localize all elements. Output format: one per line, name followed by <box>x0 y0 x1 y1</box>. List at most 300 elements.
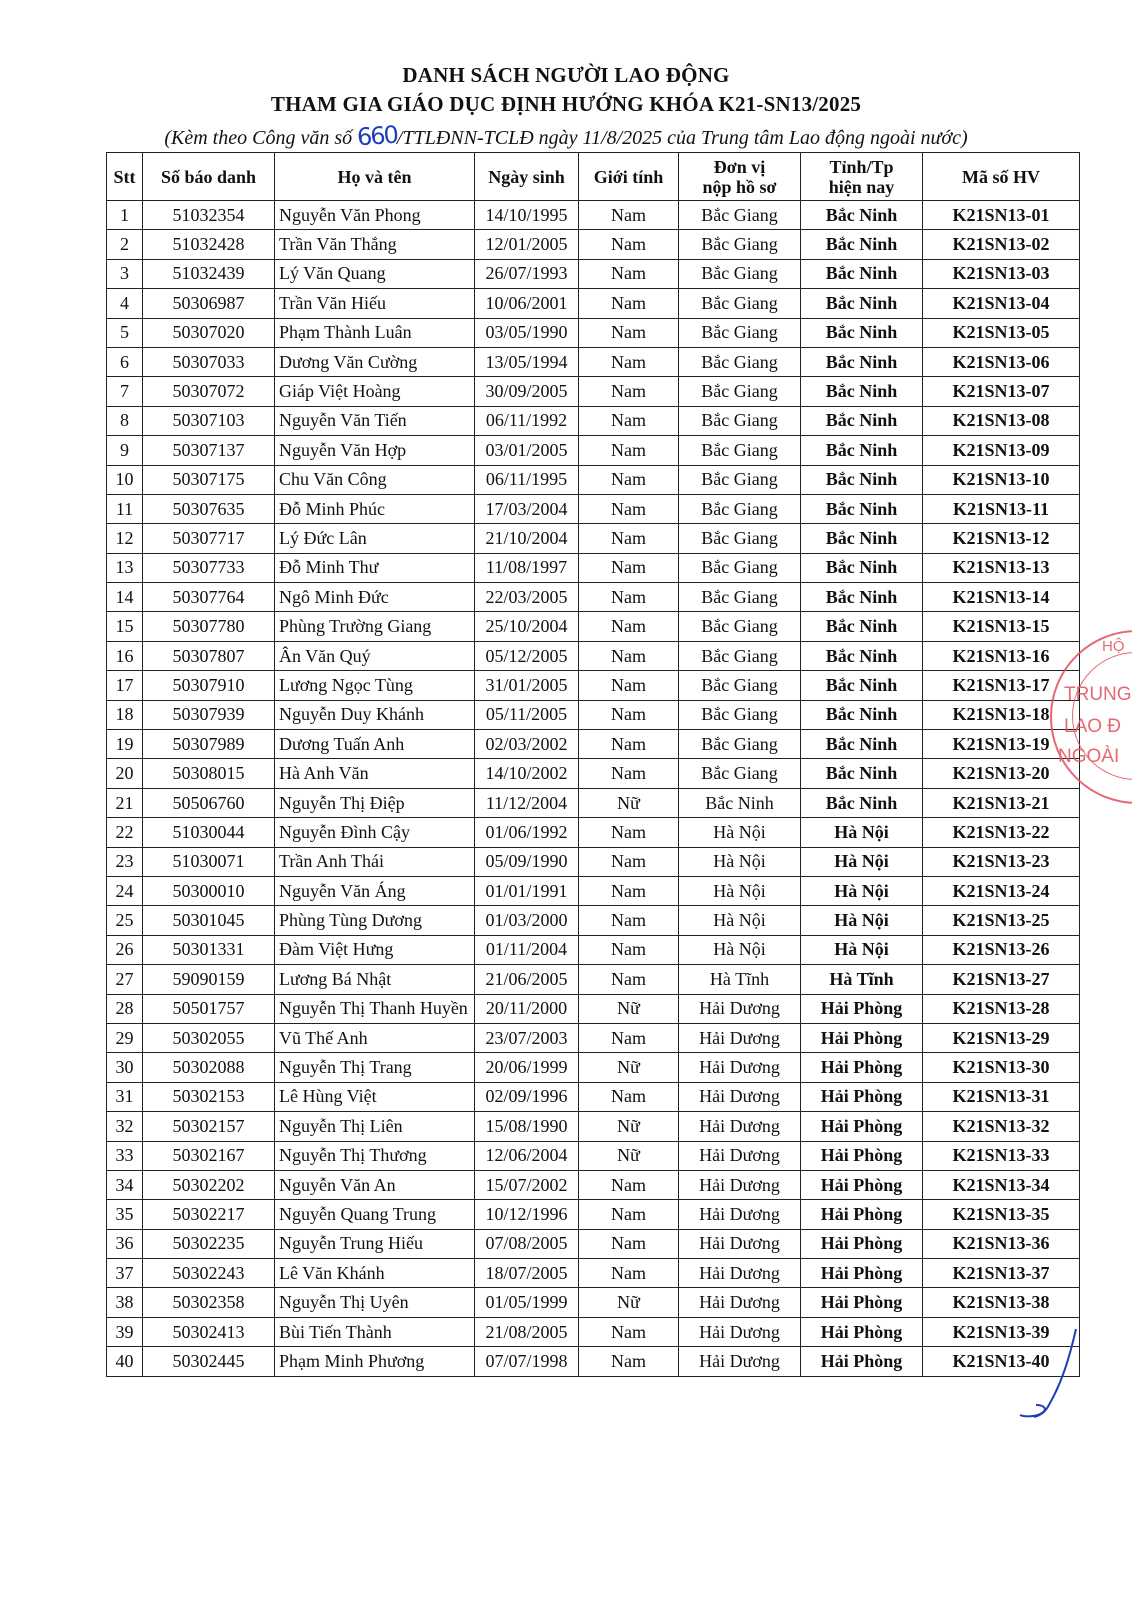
cell-code: K21SN13-29 <box>923 1023 1080 1052</box>
cell-sbd: 50302055 <box>143 1023 275 1052</box>
document-subtitle <box>0 122 1132 150</box>
cell-dob: 21/10/2004 <box>475 524 579 553</box>
cell-province: Hải Phòng <box>801 1112 923 1141</box>
cell-gender: Nam <box>579 641 679 670</box>
cell-unit: Hà Nội <box>679 935 801 964</box>
cell-stt: 12 <box>107 524 143 553</box>
cell-sbd: 50300010 <box>143 876 275 905</box>
cell-code: K21SN13-39 <box>923 1317 1080 1346</box>
cell-stt: 29 <box>107 1023 143 1052</box>
cell-unit: Bắc Giang <box>679 259 801 288</box>
cell-name: Đỗ Minh Thư <box>275 553 475 582</box>
table-row <box>107 1023 1080 1052</box>
cell-name: Nguyễn Thị Uyên <box>275 1288 475 1317</box>
cell-name: Nguyễn Trung Hiếu <box>275 1229 475 1258</box>
cell-stt: 7 <box>107 377 143 406</box>
cell-gender: Nam <box>579 1082 679 1111</box>
cell-sbd: 50302202 <box>143 1170 275 1199</box>
cell-unit: Bắc Giang <box>679 230 801 259</box>
cell-name: Giáp Việt Hoàng <box>275 377 475 406</box>
cell-dob: 03/05/1990 <box>475 318 579 347</box>
cell-gender: Nam <box>579 406 679 435</box>
cell-unit: Bắc Giang <box>679 553 801 582</box>
cell-province: Hà Nội <box>801 818 923 847</box>
cell-stt: 6 <box>107 347 143 376</box>
cell-sbd: 50307175 <box>143 465 275 494</box>
header-province-line1: Tỉnh/Tp <box>829 156 894 177</box>
cell-code: K21SN13-33 <box>923 1141 1080 1170</box>
cell-name: Ân Văn Quý <box>275 641 475 670</box>
table-row <box>107 788 1080 817</box>
cell-code: K21SN13-23 <box>923 847 1080 876</box>
cell-stt: 9 <box>107 436 143 465</box>
cell-province: Bắc Ninh <box>801 700 923 729</box>
cell-code: K21SN13-30 <box>923 1053 1080 1082</box>
cell-province: Hà Nội <box>801 906 923 935</box>
cell-stt: 1 <box>107 201 143 230</box>
cell-sbd: 50307910 <box>143 671 275 700</box>
cell-name: Lê Hùng Việt <box>275 1082 475 1111</box>
table-row <box>107 494 1080 523</box>
cell-code: K21SN13-32 <box>923 1112 1080 1141</box>
cell-province: Bắc Ninh <box>801 289 923 318</box>
table-row <box>107 1347 1080 1376</box>
cell-gender: Nam <box>579 465 679 494</box>
header-unit-line2: nộp hồ sơ <box>702 176 777 197</box>
table-header-row <box>107 153 1080 201</box>
stamp-text-line1: TRUNG <box>1064 684 1132 705</box>
cell-province: Bắc Ninh <box>801 730 923 759</box>
cell-unit: Hải Dương <box>679 994 801 1023</box>
cell-name: Lý Văn Quang <box>275 259 475 288</box>
cell-stt: 26 <box>107 935 143 964</box>
cell-sbd: 50307733 <box>143 553 275 582</box>
cell-stt: 18 <box>107 700 143 729</box>
cell-code: K21SN13-17 <box>923 671 1080 700</box>
cell-unit: Hà Nội <box>679 847 801 876</box>
cell-code: K21SN13-37 <box>923 1259 1080 1288</box>
cell-gender: Nam <box>579 524 679 553</box>
cell-dob: 25/10/2004 <box>475 612 579 641</box>
cell-dob: 30/09/2005 <box>475 377 579 406</box>
cell-province: Bắc Ninh <box>801 494 923 523</box>
cell-dob: 01/03/2000 <box>475 906 579 935</box>
cell-sbd: 50306987 <box>143 289 275 318</box>
cell-stt: 2 <box>107 230 143 259</box>
cell-gender: Nam <box>579 583 679 612</box>
table-row <box>107 994 1080 1023</box>
cell-dob: 10/12/1996 <box>475 1200 579 1229</box>
table-row <box>107 759 1080 788</box>
cell-unit: Bắc Giang <box>679 318 801 347</box>
cell-sbd: 50301331 <box>143 935 275 964</box>
cell-gender: Nam <box>579 700 679 729</box>
cell-code: K21SN13-11 <box>923 494 1080 523</box>
cell-dob: 31/01/2005 <box>475 671 579 700</box>
cell-unit: Bắc Giang <box>679 494 801 523</box>
cell-sbd: 50302157 <box>143 1112 275 1141</box>
cell-gender: Nam <box>579 436 679 465</box>
cell-gender: Nam <box>579 494 679 523</box>
cell-stt: 21 <box>107 788 143 817</box>
header-gender: Giới tính <box>579 153 679 201</box>
table-row <box>107 347 1080 376</box>
cell-dob: 06/11/1995 <box>475 465 579 494</box>
cell-province: Bắc Ninh <box>801 347 923 376</box>
cell-stt: 19 <box>107 730 143 759</box>
cell-stt: 11 <box>107 494 143 523</box>
cell-dob: 12/01/2005 <box>475 230 579 259</box>
cell-code: K21SN13-07 <box>923 377 1080 406</box>
cell-sbd: 50307033 <box>143 347 275 376</box>
table-row <box>107 671 1080 700</box>
cell-dob: 10/06/2001 <box>475 289 579 318</box>
cell-name: Chu Văn Công <box>275 465 475 494</box>
cell-code: K21SN13-28 <box>923 994 1080 1023</box>
cell-province: Hải Phòng <box>801 1023 923 1052</box>
table-row <box>107 641 1080 670</box>
cell-gender: Nam <box>579 259 679 288</box>
cell-sbd: 50302243 <box>143 1259 275 1288</box>
cell-name: Vũ Thế Anh <box>275 1023 475 1052</box>
cell-unit: Hà Nội <box>679 818 801 847</box>
cell-unit: Hải Dương <box>679 1053 801 1082</box>
cell-unit: Hải Dương <box>679 1141 801 1170</box>
cell-gender: Nữ <box>579 788 679 817</box>
header-province-line2: hiện nay <box>828 176 895 197</box>
cell-province: Hà Nội <box>801 935 923 964</box>
document-title-line1: DANH SÁCH NGƯỜI LAO ĐỘNG <box>402 63 730 87</box>
cell-name: Lương Bá Nhật <box>275 965 475 994</box>
cell-unit: Bắc Giang <box>679 524 801 553</box>
cell-name: Nguyễn Văn Tiến <box>275 406 475 435</box>
cell-code: K21SN13-05 <box>923 318 1080 347</box>
cell-province: Bắc Ninh <box>801 318 923 347</box>
cell-dob: 05/09/1990 <box>475 847 579 876</box>
cell-code: K21SN13-16 <box>923 641 1080 670</box>
cell-code: K21SN13-34 <box>923 1170 1080 1199</box>
cell-sbd: 51030071 <box>143 847 275 876</box>
cell-sbd: 50501757 <box>143 994 275 1023</box>
cell-stt: 15 <box>107 612 143 641</box>
cell-stt: 34 <box>107 1170 143 1199</box>
cell-sbd: 50307989 <box>143 730 275 759</box>
cell-name: Trần Văn Thắng <box>275 230 475 259</box>
cell-sbd: 50307020 <box>143 318 275 347</box>
cell-code: K21SN13-14 <box>923 583 1080 612</box>
table-row <box>107 1200 1080 1229</box>
cell-name: Phùng Trường Giang <box>275 612 475 641</box>
cell-sbd: 50506760 <box>143 788 275 817</box>
cell-stt: 10 <box>107 465 143 494</box>
cell-gender: Nam <box>579 1200 679 1229</box>
cell-sbd: 50307807 <box>143 641 275 670</box>
cell-name: Lê Văn Khánh <box>275 1259 475 1288</box>
table-row <box>107 1082 1080 1111</box>
cell-gender: Nam <box>579 1229 679 1258</box>
table-row <box>107 406 1080 435</box>
cell-name: Nguyễn Thị Thương <box>275 1141 475 1170</box>
cell-stt: 30 <box>107 1053 143 1082</box>
cell-code: K21SN13-06 <box>923 347 1080 376</box>
cell-province: Hải Phòng <box>801 1141 923 1170</box>
cell-unit: Bắc Giang <box>679 641 801 670</box>
cell-dob: 23/07/2003 <box>475 1023 579 1052</box>
cell-stt: 23 <box>107 847 143 876</box>
cell-unit: Hải Dương <box>679 1347 801 1376</box>
cell-gender: Nam <box>579 377 679 406</box>
cell-unit: Bắc Giang <box>679 436 801 465</box>
cell-dob: 15/08/1990 <box>475 1112 579 1141</box>
table-row <box>107 524 1080 553</box>
cell-unit: Bắc Giang <box>679 406 801 435</box>
cell-unit: Hải Dương <box>679 1170 801 1199</box>
cell-dob: 18/07/2005 <box>475 1259 579 1288</box>
table-row <box>107 1259 1080 1288</box>
subtitle-suffix: /TTLĐNN-TCLĐ ngày 11/8/2025 của Trung tâm Lao động ngoài nước) <box>396 127 968 149</box>
cell-sbd: 50302153 <box>143 1082 275 1111</box>
cell-province: Hải Phòng <box>801 1317 923 1346</box>
cell-gender: Nữ <box>579 1288 679 1317</box>
cell-sbd: 50302235 <box>143 1229 275 1258</box>
cell-code: K21SN13-26 <box>923 935 1080 964</box>
cell-name: Nguyễn Thị Điệp <box>275 788 475 817</box>
table-row <box>107 965 1080 994</box>
cell-dob: 05/12/2005 <box>475 641 579 670</box>
cell-name: Lý Đức Lân <box>275 524 475 553</box>
cell-province: Bắc Ninh <box>801 612 923 641</box>
cell-province: Bắc Ninh <box>801 406 923 435</box>
table-row <box>107 259 1080 288</box>
cell-unit: Hà Nội <box>679 906 801 935</box>
table-row <box>107 935 1080 964</box>
cell-sbd: 50308015 <box>143 759 275 788</box>
cell-unit: Hải Dương <box>679 1112 801 1141</box>
cell-gender: Nam <box>579 201 679 230</box>
cell-unit: Bắc Giang <box>679 201 801 230</box>
cell-stt: 39 <box>107 1317 143 1346</box>
cell-gender: Nam <box>579 289 679 318</box>
cell-code: K21SN13-09 <box>923 436 1080 465</box>
cell-gender: Nam <box>579 1347 679 1376</box>
cell-sbd: 50307103 <box>143 406 275 435</box>
cell-dob: 21/06/2005 <box>475 965 579 994</box>
cell-province: Hải Phòng <box>801 1347 923 1376</box>
cell-code: K21SN13-15 <box>923 612 1080 641</box>
cell-province: Bắc Ninh <box>801 377 923 406</box>
header-unit <box>679 153 801 201</box>
cell-code: K21SN13-19 <box>923 730 1080 759</box>
cell-unit: Hải Dương <box>679 1288 801 1317</box>
table-row <box>107 730 1080 759</box>
cell-code: K21SN13-18 <box>923 700 1080 729</box>
cell-sbd: 50307137 <box>143 436 275 465</box>
cell-code: K21SN13-12 <box>923 524 1080 553</box>
cell-province: Hải Phòng <box>801 1082 923 1111</box>
cell-stt: 32 <box>107 1112 143 1141</box>
cell-code: K21SN13-24 <box>923 876 1080 905</box>
cell-gender: Nam <box>579 965 679 994</box>
cell-sbd: 50302358 <box>143 1288 275 1317</box>
cell-province: Bắc Ninh <box>801 201 923 230</box>
cell-dob: 07/07/1998 <box>475 1347 579 1376</box>
cell-unit: Hải Dương <box>679 1082 801 1111</box>
cell-code: K21SN13-01 <box>923 201 1080 230</box>
cell-unit: Hải Dương <box>679 1229 801 1258</box>
table-row <box>107 818 1080 847</box>
cell-stt: 31 <box>107 1082 143 1111</box>
cell-stt: 8 <box>107 406 143 435</box>
cell-province: Hải Phòng <box>801 994 923 1023</box>
table-row <box>107 465 1080 494</box>
cell-province: Hải Phòng <box>801 1229 923 1258</box>
cell-name: Dương Văn Cường <box>275 347 475 376</box>
cell-code: K21SN13-02 <box>923 230 1080 259</box>
cell-name: Nguyễn Thị Thanh Huyền <box>275 994 475 1023</box>
cell-code: K21SN13-13 <box>923 553 1080 582</box>
worker-list-table <box>106 152 1080 1377</box>
cell-gender: Nam <box>579 1259 679 1288</box>
cell-dob: 14/10/2002 <box>475 759 579 788</box>
cell-stt: 20 <box>107 759 143 788</box>
cell-sbd: 50307780 <box>143 612 275 641</box>
table-row <box>107 700 1080 729</box>
cell-name: Nguyễn Văn Áng <box>275 876 475 905</box>
cell-stt: 28 <box>107 994 143 1023</box>
cell-stt: 22 <box>107 818 143 847</box>
cell-unit: Bắc Giang <box>679 465 801 494</box>
cell-province: Bắc Ninh <box>801 230 923 259</box>
cell-dob: 20/11/2000 <box>475 994 579 1023</box>
cell-gender: Nam <box>579 318 679 347</box>
cell-province: Hải Phòng <box>801 1053 923 1082</box>
table-row <box>107 1170 1080 1199</box>
cell-unit: Bắc Giang <box>679 583 801 612</box>
cell-unit: Hải Dương <box>679 1317 801 1346</box>
cell-dob: 22/03/2005 <box>475 583 579 612</box>
cell-name: Phạm Minh Phương <box>275 1347 475 1376</box>
cell-dob: 21/08/2005 <box>475 1317 579 1346</box>
cell-dob: 26/07/1993 <box>475 259 579 288</box>
cell-gender: Nam <box>579 671 679 700</box>
cell-stt: 40 <box>107 1347 143 1376</box>
cell-stt: 36 <box>107 1229 143 1258</box>
cell-stt: 24 <box>107 876 143 905</box>
table-row <box>107 230 1080 259</box>
cell-name: Phùng Tùng Dương <box>275 906 475 935</box>
cell-gender: Nam <box>579 553 679 582</box>
cell-stt: 35 <box>107 1200 143 1229</box>
cell-name: Nguyễn Văn Phong <box>275 201 475 230</box>
cell-province: Hà Tĩnh <box>801 965 923 994</box>
cell-dob: 17/03/2004 <box>475 494 579 523</box>
cell-sbd: 51032354 <box>143 201 275 230</box>
cell-gender: Nam <box>579 818 679 847</box>
stamp-text-line2: LAO Đ <box>1064 716 1122 737</box>
cell-code: K21SN13-20 <box>923 759 1080 788</box>
table-row <box>107 1288 1080 1317</box>
cell-unit: Bắc Giang <box>679 377 801 406</box>
table-row <box>107 436 1080 465</box>
cell-province: Hà Nội <box>801 876 923 905</box>
table-body <box>107 201 1080 1377</box>
cell-code: K21SN13-31 <box>923 1082 1080 1111</box>
header-code: Mã số HV <box>923 153 1080 201</box>
cell-province: Bắc Ninh <box>801 583 923 612</box>
cell-unit: Hải Dương <box>679 1259 801 1288</box>
table-row <box>107 1317 1080 1346</box>
cell-name: Nguyễn Quang Trung <box>275 1200 475 1229</box>
cell-name: Phạm Thành Luân <box>275 318 475 347</box>
cell-unit: Bắc Giang <box>679 730 801 759</box>
table-row <box>107 1141 1080 1170</box>
cell-code: K21SN13-21 <box>923 788 1080 817</box>
cell-province: Bắc Ninh <box>801 759 923 788</box>
cell-sbd: 51030044 <box>143 818 275 847</box>
cell-sbd: 50301045 <box>143 906 275 935</box>
cell-gender: Nam <box>579 1023 679 1052</box>
cell-stt: 37 <box>107 1259 143 1288</box>
cell-code: K21SN13-38 <box>923 1288 1080 1317</box>
cell-dob: 11/08/1997 <box>475 553 579 582</box>
table-row <box>107 1112 1080 1141</box>
cell-stt: 5 <box>107 318 143 347</box>
cell-name: Đỗ Minh Phúc <box>275 494 475 523</box>
cell-stt: 16 <box>107 641 143 670</box>
cell-gender: Nam <box>579 759 679 788</box>
cell-province: Hải Phòng <box>801 1259 923 1288</box>
cell-province: Bắc Ninh <box>801 641 923 670</box>
table-row <box>107 876 1080 905</box>
table-row <box>107 1053 1080 1082</box>
table-row <box>107 377 1080 406</box>
cell-dob: 20/06/1999 <box>475 1053 579 1082</box>
cell-dob: 07/08/2005 <box>475 1229 579 1258</box>
header-unit-line1: Đơn vị <box>713 156 766 177</box>
cell-province: Bắc Ninh <box>801 788 923 817</box>
cell-name: Nguyễn Văn Hợp <box>275 436 475 465</box>
cell-sbd: 50307717 <box>143 524 275 553</box>
cell-dob: 15/07/2002 <box>475 1170 579 1199</box>
cell-stt: 3 <box>107 259 143 288</box>
cell-sbd: 50307072 <box>143 377 275 406</box>
cell-gender: Nữ <box>579 1141 679 1170</box>
cell-code: K21SN13-08 <box>923 406 1080 435</box>
cell-unit: Bắc Ninh <box>679 788 801 817</box>
cell-dob: 05/11/2005 <box>475 700 579 729</box>
cell-sbd: 51032439 <box>143 259 275 288</box>
cell-dob: 03/01/2005 <box>475 436 579 465</box>
cell-code: K21SN13-03 <box>923 259 1080 288</box>
cell-province: Bắc Ninh <box>801 553 923 582</box>
cell-stt: 33 <box>107 1141 143 1170</box>
cell-unit: Bắc Giang <box>679 347 801 376</box>
cell-dob: 12/06/2004 <box>475 1141 579 1170</box>
cell-unit: Bắc Giang <box>679 612 801 641</box>
cell-sbd: 51032428 <box>143 230 275 259</box>
cell-code: K21SN13-10 <box>923 465 1080 494</box>
header-name: Họ và tên <box>275 153 475 201</box>
stamp-text-line3: NGOÀI <box>1058 746 1120 767</box>
cell-unit: Bắc Giang <box>679 759 801 788</box>
cell-dob: 02/09/1996 <box>475 1082 579 1111</box>
cell-name: Nguyễn Duy Khánh <box>275 700 475 729</box>
cell-stt: 27 <box>107 965 143 994</box>
header-dob: Ngày sinh <box>475 153 579 201</box>
cell-code: K21SN13-04 <box>923 289 1080 318</box>
cell-code: K21SN13-40 <box>923 1347 1080 1376</box>
cell-stt: 13 <box>107 553 143 582</box>
